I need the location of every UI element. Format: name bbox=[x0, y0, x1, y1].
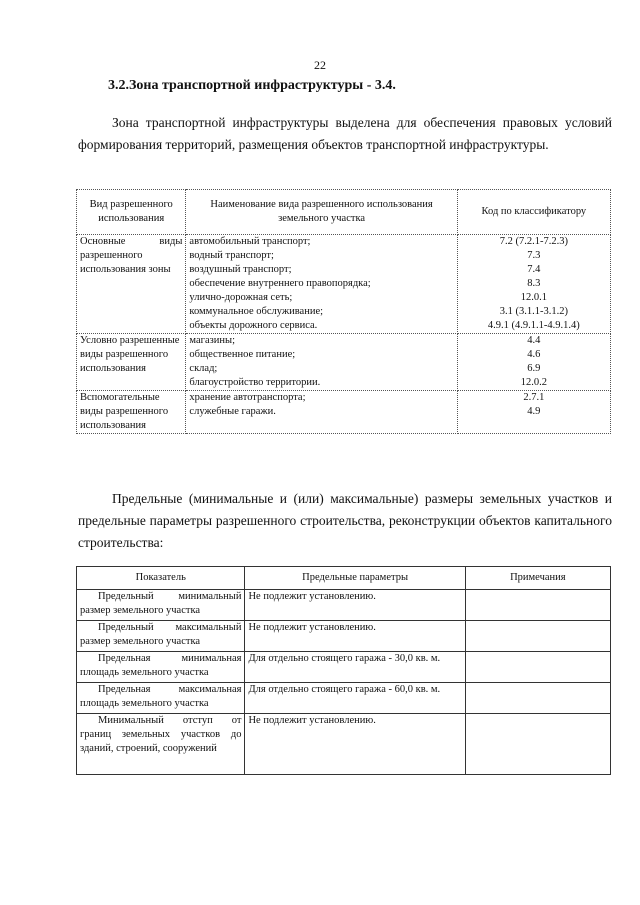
use-codes-auxiliary bbox=[457, 391, 610, 434]
use-names-auxiliary bbox=[186, 391, 457, 434]
note-cell bbox=[465, 683, 610, 714]
list-item: склад; bbox=[189, 363, 218, 374]
note-cell bbox=[465, 714, 610, 775]
list-item: 4.4 bbox=[527, 335, 541, 346]
list-item: служебные гаражи. bbox=[189, 406, 276, 417]
value-cell: Для отдельно стоящего гаража - 60,0 кв. м. bbox=[245, 683, 465, 714]
use-type-conditional: Условно разрешенные виды разрешенного использования bbox=[77, 334, 186, 391]
note-cell bbox=[465, 621, 610, 652]
list-item: благоустройство территории. bbox=[189, 377, 321, 388]
list-item: 6.9 bbox=[527, 363, 541, 374]
header-use-type: Вид разрешенного использования bbox=[77, 190, 186, 235]
list-item: 7.2 (7.2.1-7.2.3) bbox=[499, 236, 568, 247]
indicator-cell: Предельная максимальная площадь земельного участка bbox=[77, 683, 245, 714]
list-item: 7.4 bbox=[527, 264, 541, 275]
header-code: Код по классификатору bbox=[457, 190, 610, 235]
note-cell bbox=[465, 590, 610, 621]
list-item: 4.9.1 (4.9.1.1-4.9.1.4) bbox=[487, 320, 580, 331]
header-parameters: Предельные параметры bbox=[245, 567, 465, 590]
list-item: 7.3 bbox=[527, 250, 541, 261]
header-indicator: Показатель bbox=[77, 567, 245, 590]
page-number: 22 bbox=[314, 58, 326, 72]
use-codes-conditional bbox=[457, 334, 610, 391]
value-cell: Не подлежит установлению. bbox=[245, 714, 465, 775]
intro-paragraph: Зона транспортной инфраструктуры выделена для обеспечения правовых условий формирования территорий, размещения объектов транспортной инфраструктуры. bbox=[78, 115, 612, 152]
use-codes-main bbox=[457, 235, 610, 334]
table-row bbox=[77, 590, 611, 621]
indicator-cell: Предельный максимальный размер земельного участка bbox=[77, 621, 245, 652]
list-item: 12.0.1 bbox=[520, 292, 547, 303]
list-item: 8.3 bbox=[527, 278, 541, 289]
use-type-main: Основные виды разрешенного использования зоны bbox=[77, 235, 186, 334]
list-item: объекты дорожного сервиса. bbox=[189, 320, 318, 331]
table-header-row bbox=[77, 567, 611, 590]
list-item: общественное питание; bbox=[189, 349, 296, 360]
permitted-uses-table bbox=[76, 189, 611, 434]
indicator-cell: Предельный минимальный размер земельного участка bbox=[77, 590, 245, 621]
value-cell: Для отдельно стоящего гаража - 30,0 кв. м. bbox=[245, 652, 465, 683]
list-item: улично-дорожная сеть; bbox=[189, 292, 293, 303]
note-cell bbox=[465, 652, 610, 683]
list-item: воздушный транспорт; bbox=[189, 264, 292, 275]
list-item: коммунальное обслуживание; bbox=[189, 306, 324, 317]
table-row bbox=[77, 683, 611, 714]
value-cell: Не подлежит установлению. bbox=[245, 590, 465, 621]
indicator-cell: Предельная минимальная площадь земельного участка bbox=[77, 652, 245, 683]
list-item: магазины; bbox=[189, 335, 235, 346]
list-item: 3.1 (3.1.1-3.1.2) bbox=[499, 306, 568, 317]
use-names-conditional bbox=[186, 334, 457, 391]
list-item: автомобильный транспорт; bbox=[189, 236, 311, 247]
table-row bbox=[77, 652, 611, 683]
list-item: водный транспорт; bbox=[189, 250, 274, 261]
table-row bbox=[77, 334, 611, 391]
table-row bbox=[77, 391, 611, 434]
table-row bbox=[77, 714, 611, 775]
table-header-row bbox=[77, 190, 611, 235]
value-cell: Не подлежит установлению. bbox=[245, 621, 465, 652]
header-notes: Примечания bbox=[465, 567, 610, 590]
list-item: 4.6 bbox=[527, 349, 541, 360]
header-use-name: Наименование вида разрешенного использования земельного участка bbox=[186, 190, 457, 235]
limits-paragraph: Предельные (минимальные и (или) максимальные) размеры земельных участков и предельные параметры разрешенного строительства, реконструкции объектов капитального строительства: bbox=[78, 491, 612, 550]
list-item: 4.9 bbox=[527, 406, 541, 417]
indicator-cell: Минимальный отступ от границ земельных участков до зданий, строений, сооружений bbox=[77, 714, 245, 775]
section-heading: 3.2.Зона транспортной инфраструктуры - 3.4. bbox=[108, 78, 396, 93]
use-names-main bbox=[186, 235, 457, 334]
list-item: 12.0.2 bbox=[520, 377, 547, 388]
list-item: обеспечение внутреннего правопорядка; bbox=[189, 278, 371, 289]
table-row bbox=[77, 621, 611, 652]
limits-table bbox=[76, 566, 611, 775]
use-type-auxiliary: Вспомогательные виды разрешенного использования bbox=[77, 391, 186, 434]
list-item: хранение автотранспорта; bbox=[189, 392, 306, 403]
table-row bbox=[77, 235, 611, 334]
list-item: 2.7.1 bbox=[523, 392, 545, 403]
